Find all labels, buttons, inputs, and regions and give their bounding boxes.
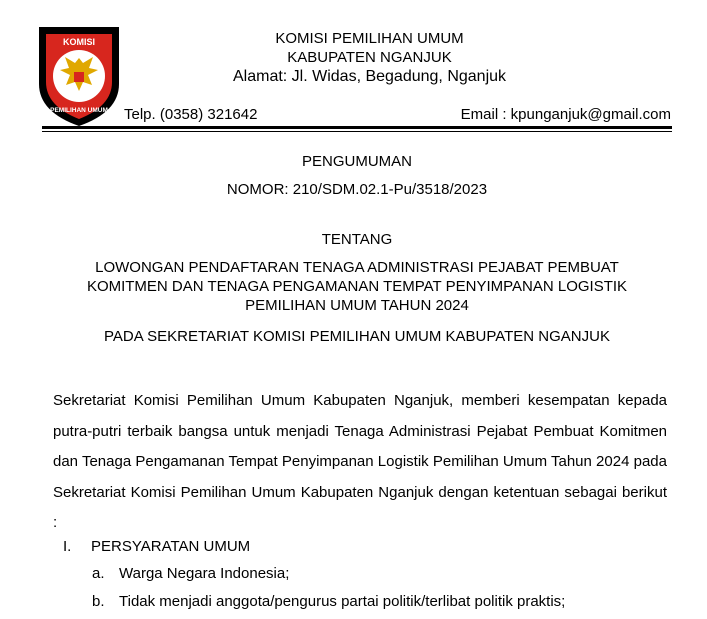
- list-item-text: Warga Negara Indonesia;: [119, 565, 290, 582]
- list-item: [92, 565, 289, 582]
- list-item-letter: b.: [92, 593, 105, 610]
- list-item-letter: a.: [92, 565, 105, 582]
- section-heading: [63, 538, 250, 555]
- org-address: Alamat: Jl. Widas, Begadung, Nganjuk: [232, 68, 507, 85]
- org-name: KOMISI PEMILIHAN UMUM: [275, 30, 464, 47]
- letterhead-divider-thin: [42, 131, 672, 132]
- letterhead-divider-thick: [42, 126, 672, 129]
- announcement-about: TENTANG: [321, 231, 393, 248]
- subject-line: LOWONGAN PENDAFTARAN TENAGA ADMINISTRASI PEJABAT PEMBUAT: [95, 259, 619, 276]
- logo-label-bottom: PEMILIHAN UMUM: [50, 107, 108, 114]
- org-region: KABUPATEN NGANJUK: [287, 49, 452, 66]
- email-address: Email : kpunganjuk@gmail.com: [460, 106, 671, 123]
- section-number: I.: [63, 538, 72, 555]
- list-item-text: Tidak menjadi anggota/pengurus partai politik/terlibat politik praktis;: [119, 593, 566, 610]
- announcement-subject: [42, 258, 672, 315]
- phone-number: Telp. (0358) 321642: [124, 106, 258, 123]
- announcement-title: PENGUMUMAN: [301, 153, 412, 170]
- section-title: PERSYARATAN UMUM: [91, 538, 251, 555]
- list-item: [92, 593, 565, 610]
- intro-paragraph: Sekretariat Komisi Pemilihan Umum Kabupaten Nganjuk, memberi kesempatan kepada putra-putri terbaik bangsa untuk menjadi Tenaga Administrasi Pejabat Pembuat Komitmen dan Tenaga Pengamanan Tempat Penyimpanan Logistik Pemilihan Umum Tahun 2024 pada Sekretariat Komisi Pemilihan Umum Kabupaten Nganjuk dengan ketentuan sebagai berikut :: [53, 392, 667, 531]
- announcement-number: NOMOR: 210/SDM.02.1-Pu/3518/2023: [226, 181, 488, 198]
- subject-line: KOMITMEN DAN TENAGA PENGAMANAN TEMPAT PENYIMPANAN LOGISTIK: [86, 278, 628, 295]
- logo-label-top: KOMISI: [62, 37, 96, 47]
- announcement-location: PADA SEKRETARIAT KOMISI PEMILIHAN UMUM KABUPATEN NGANJUK: [104, 328, 610, 345]
- subject-line: PEMILIHAN UMUM TAHUN 2024: [245, 297, 469, 314]
